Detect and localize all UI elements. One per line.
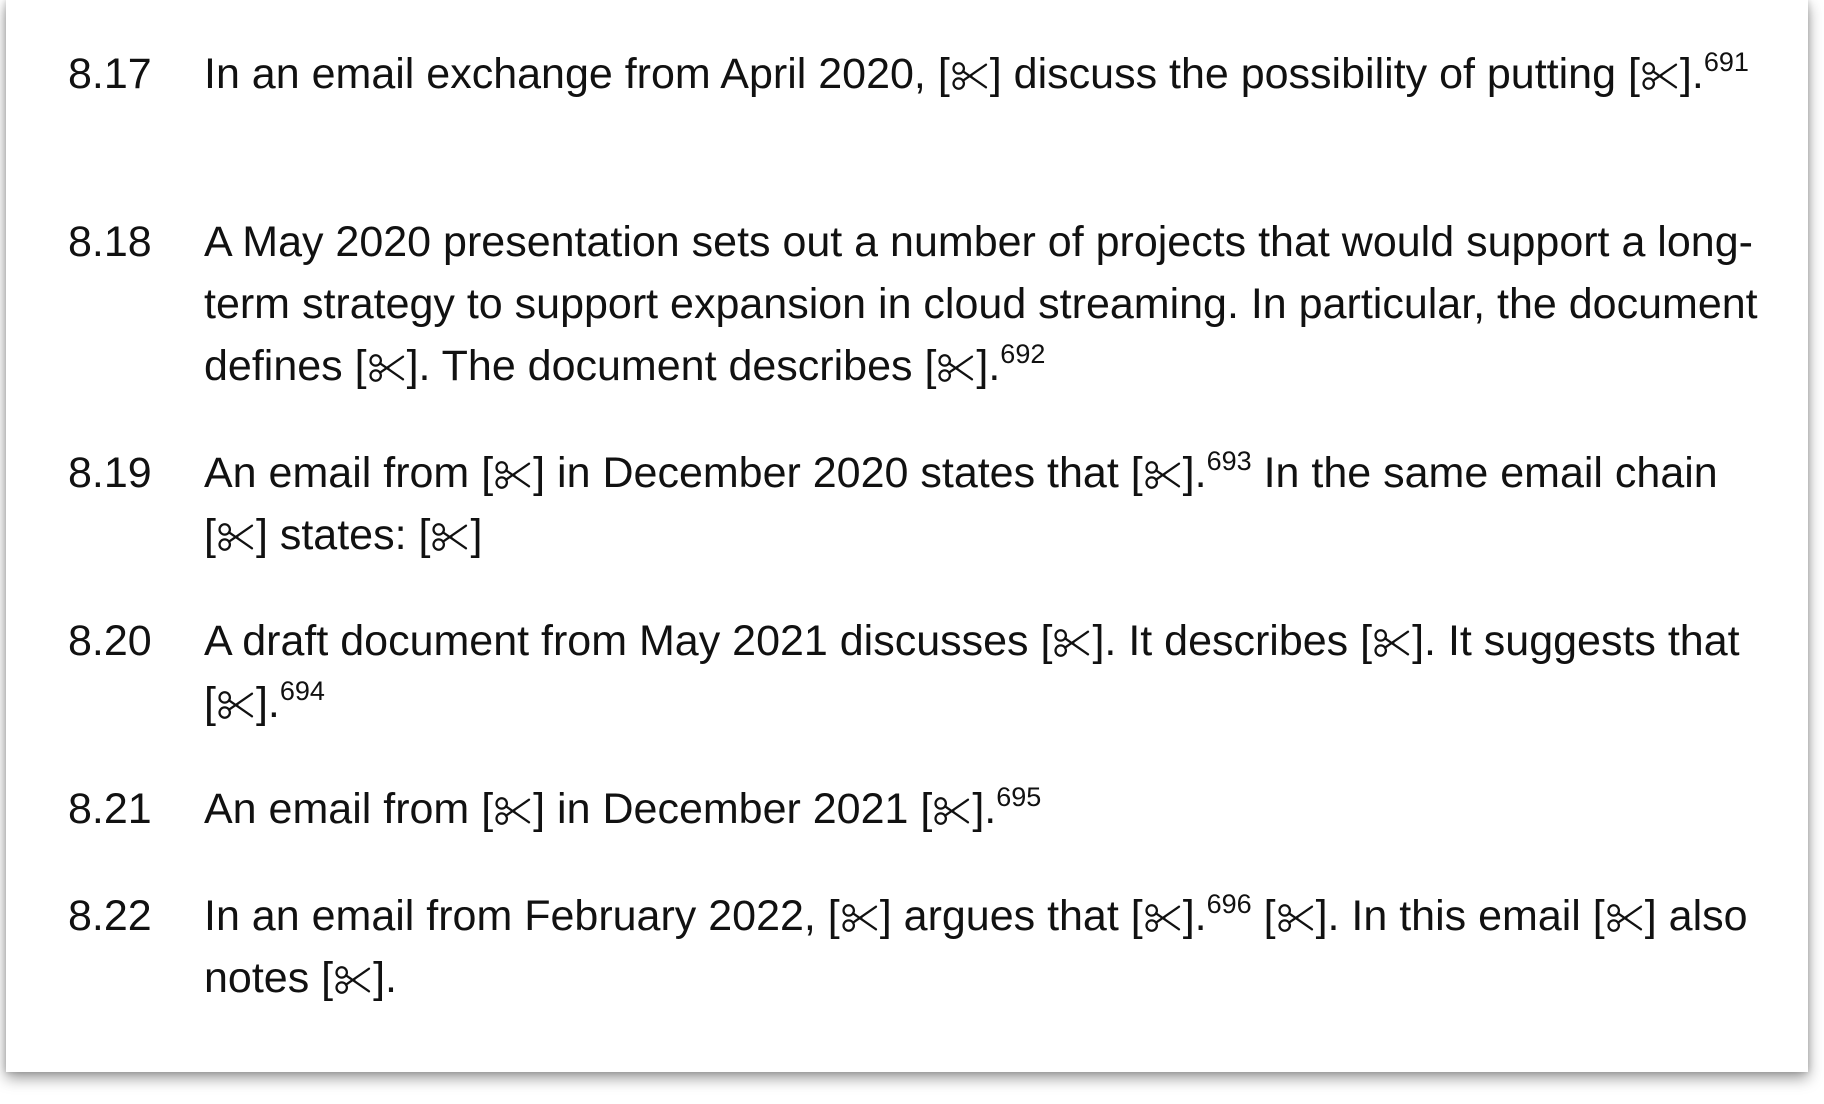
scissors-icon [936, 342, 976, 390]
text-run: An email from [204, 785, 482, 833]
redaction-mark: [ ] [1130, 449, 1195, 497]
paragraph-number: 8.21 [68, 785, 152, 833]
redaction-mark: [ ] [354, 342, 419, 390]
text-run: In the same email chain [1251, 449, 1718, 497]
paragraph-text [204, 211, 1768, 397]
scissors-icon [1372, 617, 1412, 665]
document-page [6, 0, 1808, 1072]
footnote-ref: 693 [1206, 446, 1252, 476]
scissors-icon [1143, 892, 1183, 940]
text-run: in December 2021 [545, 785, 921, 833]
text-run: . [1691, 50, 1704, 98]
text-run: A May 2020 presentation sets out a number of projects that would support a long-term strategy to support expansion in cloud streaming. In particular, the document defines [204, 218, 1758, 390]
paragraph-number: 8.19 [68, 449, 152, 497]
redaction-mark: [ ] [1040, 617, 1105, 665]
redaction-mark: [ ] [937, 50, 1002, 98]
scissors-icon [493, 785, 533, 833]
text-run: . It suggests that [1424, 617, 1740, 665]
scissors-icon [1276, 892, 1316, 940]
text-run: In an email exchange from April 2020, [204, 50, 938, 98]
redaction-mark: [ ] [1263, 892, 1328, 940]
paragraph-text [204, 43, 1768, 105]
scissors-icon [430, 511, 470, 559]
text-run: discuss the possibility of putting [1001, 50, 1628, 98]
scissors-icon [1052, 617, 1092, 665]
redaction-mark: [ ] [1592, 892, 1657, 940]
paragraph [68, 43, 1768, 105]
text-run [1252, 892, 1264, 940]
paragraph-number: 8.22 [68, 892, 152, 940]
text-run: In an email from February 2022, [204, 892, 828, 940]
paragraph-text [204, 885, 1768, 1009]
footnote-ref: 695 [996, 782, 1042, 812]
scissors-icon [932, 785, 972, 833]
redaction-mark: [ ] [827, 892, 892, 940]
text-run: in December 2020 states that [545, 449, 1131, 497]
paragraph-number: 8.18 [68, 218, 152, 266]
text-run: . The document describes [418, 342, 925, 390]
text-run: . [385, 954, 397, 1002]
redaction-mark: [ ] [204, 679, 268, 727]
scissors-icon [493, 449, 533, 497]
text-run: . In this email [1327, 892, 1593, 940]
redaction-mark: [ ] [924, 342, 989, 390]
paragraph-number: 8.20 [68, 617, 152, 665]
paragraph [68, 211, 1768, 397]
text-run: . [984, 785, 997, 833]
text-run: . [1194, 892, 1207, 940]
scissors-icon [1605, 892, 1645, 940]
redaction-mark: [ ] [481, 449, 546, 497]
footnote-ref: 696 [1206, 889, 1252, 919]
redaction-mark: [ ] [1130, 892, 1195, 940]
paragraph-text [204, 442, 1768, 566]
footnote-ref: 694 [279, 676, 325, 706]
redaction-mark: [ ] [481, 785, 546, 833]
scissors-icon [840, 892, 880, 940]
paragraph-number: 8.17 [68, 50, 152, 98]
scissors-icon [216, 511, 256, 559]
text-run: argues that [891, 892, 1131, 940]
scissors-icon [1640, 50, 1680, 98]
scissors-icon [367, 342, 407, 390]
text-run: states: [267, 511, 419, 559]
scissors-icon [216, 679, 256, 727]
text-run: An email from [204, 449, 482, 497]
scissors-icon [333, 954, 373, 1002]
scissors-icon [1143, 449, 1183, 497]
text-run: A draft document from May 2021 discusses [204, 617, 1041, 665]
text-run: . [988, 342, 1001, 390]
text-run: . [267, 679, 280, 727]
text-run: also notes [204, 892, 1748, 1002]
redaction-mark: [ ] [204, 511, 268, 559]
text-run: . [1194, 449, 1207, 497]
scissors-icon [950, 50, 990, 98]
redaction-mark: [ ] [1360, 617, 1425, 665]
paragraph [68, 885, 1768, 1009]
redaction-mark: [ ] [920, 785, 985, 833]
paragraph [68, 442, 1768, 566]
text-run: . It describes [1104, 617, 1361, 665]
paragraph-text [204, 778, 1768, 840]
footnote-ref: 692 [1000, 339, 1046, 369]
redaction-mark: [ ] [1627, 50, 1692, 98]
paragraph-text [204, 610, 1768, 734]
paragraph [68, 610, 1768, 734]
redaction-mark: [ ] [321, 954, 386, 1002]
paragraph [68, 778, 1768, 840]
footnote-ref: 691 [1703, 47, 1749, 77]
redaction-mark: [ ] [418, 511, 483, 559]
